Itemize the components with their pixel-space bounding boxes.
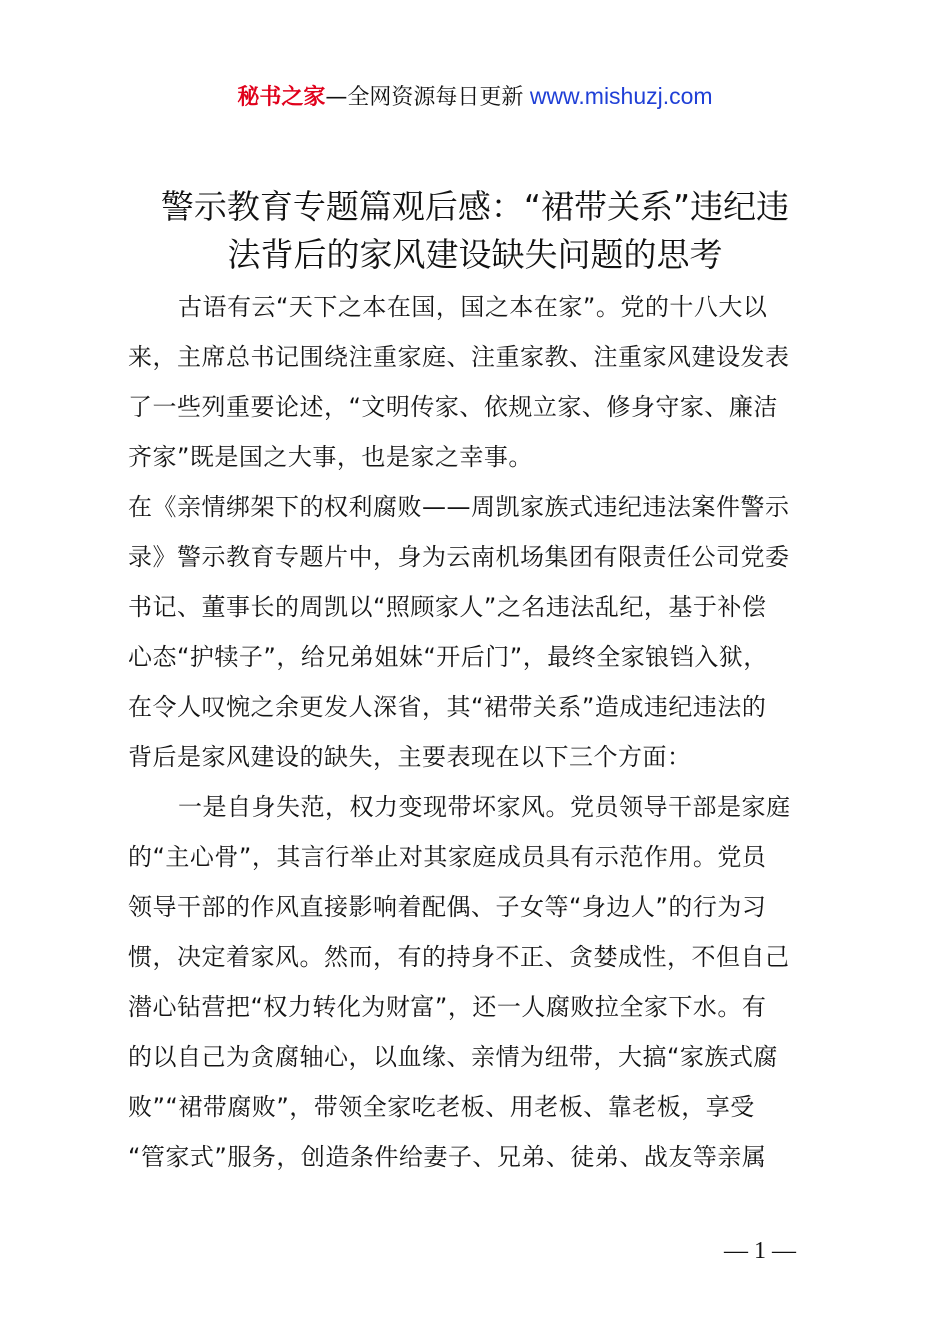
header-tagline: —全网资源每日更新 [325,85,524,110]
paragraph-line: 齐家”既是国之大事，也是家之幸事。 [128,443,533,471]
paragraph-line: 在令人叹惋之余更发人深省，其“裙带关系”造成违纪违法的 [128,693,767,721]
brand-name: 秘书之家 [237,85,326,110]
title-line-2: 法背后的家风建设缺失问题的思考 [227,235,723,274]
paragraph-line: 一是自身失范，权力变现带坏家风。党员领导干部是家庭 [178,793,791,821]
paragraph [128,782,838,1182]
paragraph [128,482,838,782]
site-header [0,80,950,114]
site-url-link[interactable]: www.mishuzj.com [523,83,713,109]
page-number: — 1 — [724,1238,796,1264]
paragraph-line: 惯，决定着家风。然而，有的持身不正、贪婪成性，不但自己 [128,943,790,971]
paragraph-line: 背后是家风建设的缺失，主要表现在以下三个方面： [128,743,692,771]
paragraph-line: 来，主席总书记围绕注重家庭、注重家教、注重家风建设发表 [128,343,790,371]
paragraph-line: 的以自己为贪腐轴心，以血缘、亲情为纽带，大搞“家族式腐 [128,1043,778,1071]
paragraph-line: 心态“护犊子”，给兄弟姐妹“开后门”，最终全家锒铛入狱， [128,643,768,671]
paragraph-line: 了一些列重要论述，“文明传家、依规立家、修身守家、廉洁 [128,393,778,421]
document-body [128,282,838,1182]
paragraph-line: 潜心钻营把“权力转化为财富”，还一人腐败拉全家下水。有 [128,993,767,1021]
paragraph-line: 古语有云“天下之本在国，国之本在家”。党的十八大以 [178,293,768,321]
paragraph-line: 败”“裙带腐败”，带领全家吃老板、用老板、靠老板，享受 [128,1093,755,1121]
title-line-1: 警示教育专题篇观后感：“裙带关系”违纪违 [160,187,790,226]
paragraph-line: 的“主心骨”，其言行举止对其家庭成员具有示范作用。党员 [128,843,767,871]
paragraph-line: 录》警示教育专题片中，身为云南机场集团有限责任公司党委 [128,543,790,571]
paragraph-line: 领导干部的作风直接影响着配偶、子女等“身边人”的行为习 [128,893,767,921]
paragraph-line: “管家式”服务，创造条件给妻子、兄弟、徒弟、战友等亲属 [128,1143,767,1171]
paragraph-line: 书记、董事长的周凯以“照顾家人”之名违法乱纪，基于补偿 [128,593,767,621]
paragraph-line: 在《亲情绑架下的权利腐败——周凯家族式违纪违法案件警示 [128,493,790,521]
paragraph [128,282,838,482]
document-title [110,183,840,279]
